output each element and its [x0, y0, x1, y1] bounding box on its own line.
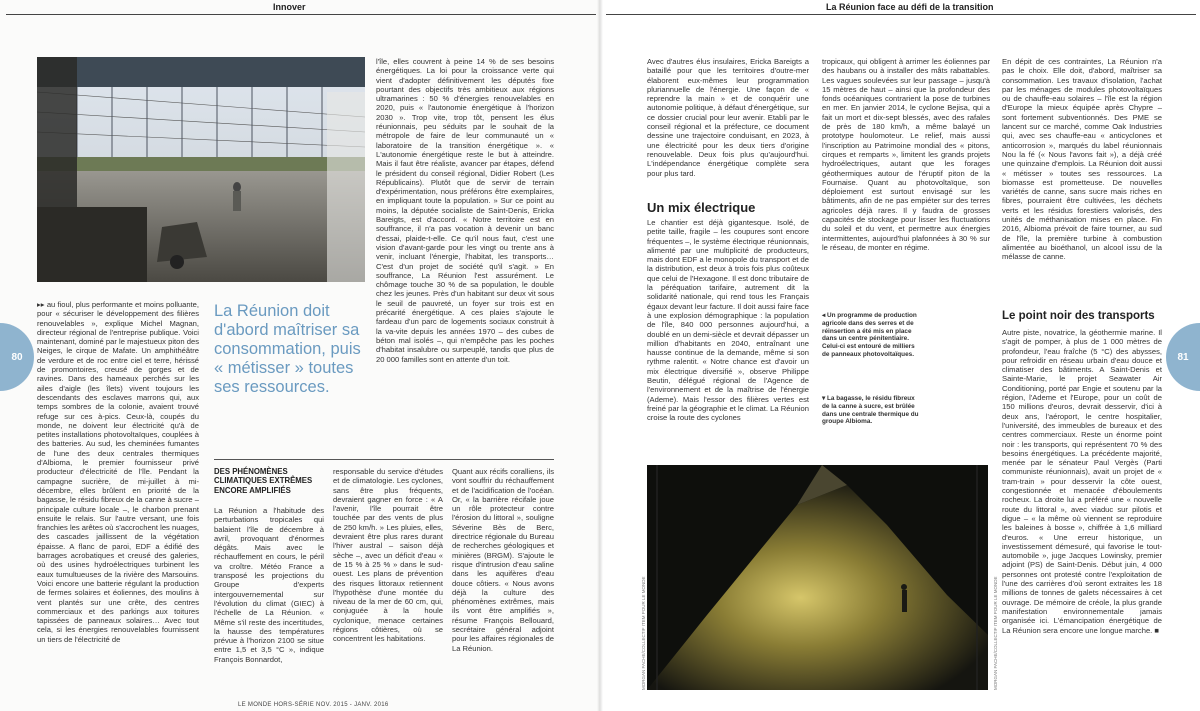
bagasse-photo: [647, 465, 988, 690]
page-number-right: 81: [1166, 323, 1200, 391]
pull-quote: La Réunion doit d'abord maîtriser sa consommation, puis « métisser » toutes ses ressources.: [214, 302, 361, 396]
right-column-1b: Le chantier est déjà gigantesque. Isolé, de petite taille, fragile – les coupures sont encore fréquentes –, le système électrique réunionnais, alimenté par une multiplicité de producteurs, mais dont EDF a le monopole du transport et de la distribution, est deux à trois fois plus coûteux que celui de l'Hexagone. Il est donc tributaire de la péréquation tarifaire, autrement dit la solidarité nationale, qui rend tous les Français égaux devant leur facture. Il doit aussi faire face à une explosion démographique : la population de l'île, 840 000 personnes aujourd'hui, a doublé en un demi-siècle et devrait dépasser un million d'habitants en 2040, entraînant une hausse continue de la demande, même si son rythme ralentit. « Notre chance est d'avoir un mix électrique diversifié », observe Philippe Beutin, délégué régional de l'Agence de l'environnement et de la maîtrise de l'énergie (Ademe). Mais l'essor des filières vertes est freiné par la géographie et le climat. La Réunion croise la route des cyclones: [647, 218, 809, 423]
photo-credit-1: MORGAN FACHE/COLLECTIF ITEM POUR LE MONDE: [641, 576, 646, 690]
page-number-left: 80: [0, 323, 34, 391]
box-column-1: La Réunion a l'habitude des perturbations tropicales qui balaient l'île de décembre à avril, provoquant d'énormes dégâts. Mais avec le réchauffement en cours, le péril va croître. Météo France a transposé les projections du Groupe d'experts intergouvernemental sur l'évolution du climat (GIEC) à l'échelle de La Réunion. « Même s'il reste des incertitudes, la hausse des températures prévue à l'horizon 2100 se situe entre 1,5 et 3,5 °C », indique François Bonnardot,: [214, 506, 324, 664]
greenhouse-photo: [37, 57, 365, 282]
section-header-right: La Réunion face au défi de la transition: [826, 2, 994, 12]
subhead-transports: Le point noir des transports: [1002, 310, 1155, 322]
caption-bagasse: ▾ La bagasse, le résidu fibreux de la canne à sucre, est brûlée dans une centrale thermique du groupe Albioma.: [822, 395, 919, 426]
footer-left: LE MONDE HORS-SÉRIE NOV. 2015 - JANV. 2016: [238, 702, 389, 708]
right-page: [600, 0, 1200, 711]
photo-credit-2: MORGAN FACHE/COLLECTIF ITEM POUR LE MONDE: [993, 576, 998, 690]
box-top-rule: [214, 459, 554, 460]
right-column-1a: Avec d'autres élus insulaires, Ericka Bareigts a bataillé pour que les territoires d'outre-mer élaborent eux-mêmes leur programmation pluriannuelle de l'énergie. Une façon de « reprendre la main » et de conquérir une autonomie politique, à défaut d'énergétique, sur ce dossier crucial pour leur avenir. Etabli par le conseil régional et la préfecture, ce document dessine une trajectoire conduisant, en 2023, à une électricité pour les deux tiers d'origine renouvelable. Deux fois plus qu'aujourd'hui. L'indépendance énergétique complète sera pour plus tard.: [647, 57, 809, 178]
header-rule-right: [606, 14, 1196, 15]
subhead-mix: Un mix électrique: [647, 200, 756, 215]
sidebar-box-title: DES PHÉNOMÈNES CLIMATIQUES EXTRÊMES ENCORE AMPLIFIÉS: [214, 467, 313, 495]
box-column-3: Quant aux récifs coralliens, ils vont souffrir du réchauffement et de l'acidification de l'océan. Or, « la barrière récifale joue un rôle protecteur contre l'érosion du littoral », souligne Séverine Bès de Berc, directrice régionale du Bureau de recherches géologiques et minières (BRGM). S'ajoute le risque d'intrusion d'eau saline dans les aquifères d'eau douce côtiers. « Nous avons déjà la culture des phénomènes extrêmes, mais ils vont être amplifiés », résume François Bellouard, secrétaire général adjoint pour les affaires régionales de La Réunion.: [452, 467, 554, 653]
box-column-2: responsable du service d'études et de climatologie. Les cyclones, sans être plus fréquents, devraient gagner en force : « A l'avenir, l'île pourrait être touchée par des vents de plus de 250 km/h. » Les pluies, elles, devraient être plus rares durant l'hiver austral – saison déjà sèche –, avec un déficit d'eau « de 15 % à 25 % » dans le sud-ouest. Les plans de prévention des risques littoraux retiennent l'hypothèse d'une montée du niveau de la mer de 60 cm, qui, conjuguée à la houle cyclonique, menace certaines régions côtières, où se concentrent les habitations.: [333, 467, 443, 644]
right-column-3b: Autre piste, novatrice, la géothermie marine. Il s'agit de pomper, à plus de 1 000 mètres de profondeur, l'eau fraîche (5 °C) des abysses, pour refroidir en réseau urbain d'eau douce et climatiser des bâtiments. A Saint-Denis et Sainte-Marie, le projet Seawater Air Conditioning, porté par Engie et soutenu par la région, l'Ademe et l'Europe, pour un coût de 150 millions d'euros, devrait desservir, d'ici à deux ans, l'aéroport, le centre hospitalier, l'université, des immeubles de bureaux et des centres commerciaux. Reste un énorme point noir : les transports, qui représentent 70 % des besoins énergétiques. La précédente majorité, menée par le sénateur Paul Vergès (Parti communiste réunionnais), avait un projet de « tram-train » pour desservir la côte ouest, congestionnée et menacée d'éboulements rocheux. La droite lui a préféré une « nouvelle route du littoral », avec viaduc sur pilotis et digue – « la même où viennent se reproduire les baleines à bosse », chiffrée à 1,6 milliard d'euros. « Une erreur historique, un investissement démesuré, qui favorise le tout-automobile », juge Jacques Lowinsky, premier adjoint (PS) de Saint-Denis. Début juin, 4 000 personnes ont protesté contre l'exploitation de l'une des carrières d'où seront extraites les 18 millions de tonnes de galets nécessaires à cet ouvrage. De mémoire de créole, la plus grande manifestation environnementale jamais organisée ici. L'émancipation énergétique de La Réunion sera encore une longue marche. ■: [1002, 328, 1162, 635]
section-header-left: Innover: [273, 2, 306, 12]
right-column-3a: En dépit de ces contraintes, La Réunion n'a pas le choix. Elle doit, d'abord, maîtriser sa consommation. Les travaux d'isolation, l'achat par les ménages de modules photovoltaïques ou de chauffe-eau solaires – l'île est la région d'Europe la mieux équipée après Chypre – sont fortement subventionnés. Des PME se lancent sur ce marché, comme Oak Industries qui, avec ses chauffe-eau « anticyclones et anticorrosion », marqués du label réunionnais Nou la fé (« Nous l'avons fait »), a déjà créé une quinzaine d'emplois. La Réunion doit aussi « métisser » toutes ses ressources. La biomasse est prometteuse. De nouvelles variétés de canne, sans sucre mais riches en fibres, pourraient être cultivées, les déchets verts et les résidus forestiers valorisés, des unités de méthanisation mises en place. Fin 2016, Albioma prévoit de faire tourner, au sud de l'île, la première turbine à combustion alimentée au bioéthanol, un alcool issu de la mélasse de canne.: [1002, 57, 1162, 262]
caption-greenhouse: ◂ Un programme de production agricole dans des serres et de réinsertion a été mis en place dans un centre pénitentiaire. Celui-ci est entouré de milliers de panneaux photovoltaïques.: [822, 312, 917, 358]
left-column-2: l'île, elles couvrent à peine 14 % de ses besoins énergétiques. La loi pour la croissance verte qui vient d'adopter définitivement les députés fixe pourtant des objectifs très ambitieux aux régions ultramarines : 50 % d'énergies renouvelables en 2020, puis « l'autonomie énergétique à l'horizon 2030 ». Trop vite, trop tôt, pensent les élus réunionnais, peu séduits par le souhait de la métropole de faire de leur communauté un « laboratoire de la transition énergétique ». « L'autonomie énergétique reste le but à atteindre. Mais il faut être réaliste, avancer par étapes, défend le président du conseil régional, Didier Robert (Les Républicains). Plutôt que de servir de terrain d'expérimentation, nous préférons être exemplaires, en impliquant toute la population. » Sur ce point au moins, la députée socialiste de Saint-Denis, Ericka Bareigts, est d'accord. « Notre territoire est en souffrance, il n'a pas vocation à devenir un banc d'essai, plaide-t-elle. Ce qu'il nous faut, c'est une vision d'avant-garde pour les vingt ou trente ans à venir, incluant l'énergie, l'habitat, les transports… C'est d'un projet de société qu'il s'agit. » En souffrance, La Réunion l'est assurément. Le chômage touche 30 % de sa population, le double chez les jeunes. Près d'un habitant sur deux vit sous le seuil de pauvreté, un foyer sur trois est en précarité énergétique. A ces plaies s'ajoute le fardeau d'un parc de logements sociaux construit à la va-vite depuis les années 1970 – des cubes de béton mal isolés –, qui n'empêche pas les poches d'habitat insalubre ou surpeuplé, tandis que plus de 20 000 familles sont en attente d'un toit.: [376, 57, 554, 364]
header-rule-left: [6, 14, 596, 15]
book-spine-shadow: [597, 0, 603, 711]
left-column-1: ▸▸ au fioul, plus performante et moins polluante, pour « sécuriser le développement des filières renouvelables », explique Michel Magnan, directeur régional de l'entreprise publique. Voici maintenant, dominé par le majestueux piton des Neiges, le cirque de Mafate. Un amphithéâtre de verdure et de roc entre ciel et terre, hérissé de promontoires, creusé de gorges et de ravines. Dans des hameaux perchés sur les ailes d'aigle (les îlets) vivent toujours les descendants des esclaves marrons qui, aux temps sombres de la colonie, avaient trouvé refuge sur ces à-pics. Ceux-là, coupés du monde, ne doivent leur électricité qu'à de petites installations photovoltaïques, couplées à des batteries. Au sud, les cheminées fumantes de l'une des deux centrales thermiques d'Albioma, le premier fournisseur privé producteur d'électricité de l'île. Pendant la campagne sucrière, de mi-juillet à mi-décembre, elles brûlent en priorité de la bagasse, le résidu fibreux de la canne à sucre – principale culture locale –, le charbon prenant ensuite le relais. Sur l'autre versant, une fois franchies les arêtes où s'accrochent les nuages, des cascades jaillissent de la végétation épaisse. A flanc de paroi, EDF a édifié des barrages acrobatiques et creusé des galeries, où des usines hydroélectriques turbinent les eaux tumultueuses de la rivière des Marsouins. Voici encore une batterie régulant la production de fermes solaires et éoliennes, des moulins à vent plantés sur une crête, des centres commerciaux et des parkings aux toitures tapissées de panneaux solaires… Avec tout cela, si les énergies renouvelables fournissent un tiers de l'électricité de: [37, 300, 199, 644]
right-column-2: tropicaux, qui obligent à arrimer les éoliennes par des haubans ou à installer des mâts rabattables. Les vagues soulevées sur leur passage – jusqu'à 15 mètres de haut – ainsi que la profondeur des fonds océaniques contrarient la pose de turbines en mer. En janvier 2014, le cyclone Bejisa, qui a fait un mort et dix-sept blessés, avec des rafales de près de 180 km/h, a même balayé un prototype houlomoteur. Le relief, mais aussi l'inscription au Patrimoine mondial des « pitons, cirques et remparts », limitent les grands projets hydroélectriques, autant que les forages géothermiques autour de l'éruptif piton de la Fournaise. Quant au photovoltaïque, son déploiement est surtout envisagé sur les bâtiments, afin de ne pas empiéter sur des terres agricoles déjà rares. Il y faudra de grosses capacités de stockage pour lisser les fluctuations du soleil et du vent, et permettre aux énergies intermittentes, aujourd'hui plafonnées à 30 % sur le réseau, de monter en régime.: [822, 57, 990, 252]
